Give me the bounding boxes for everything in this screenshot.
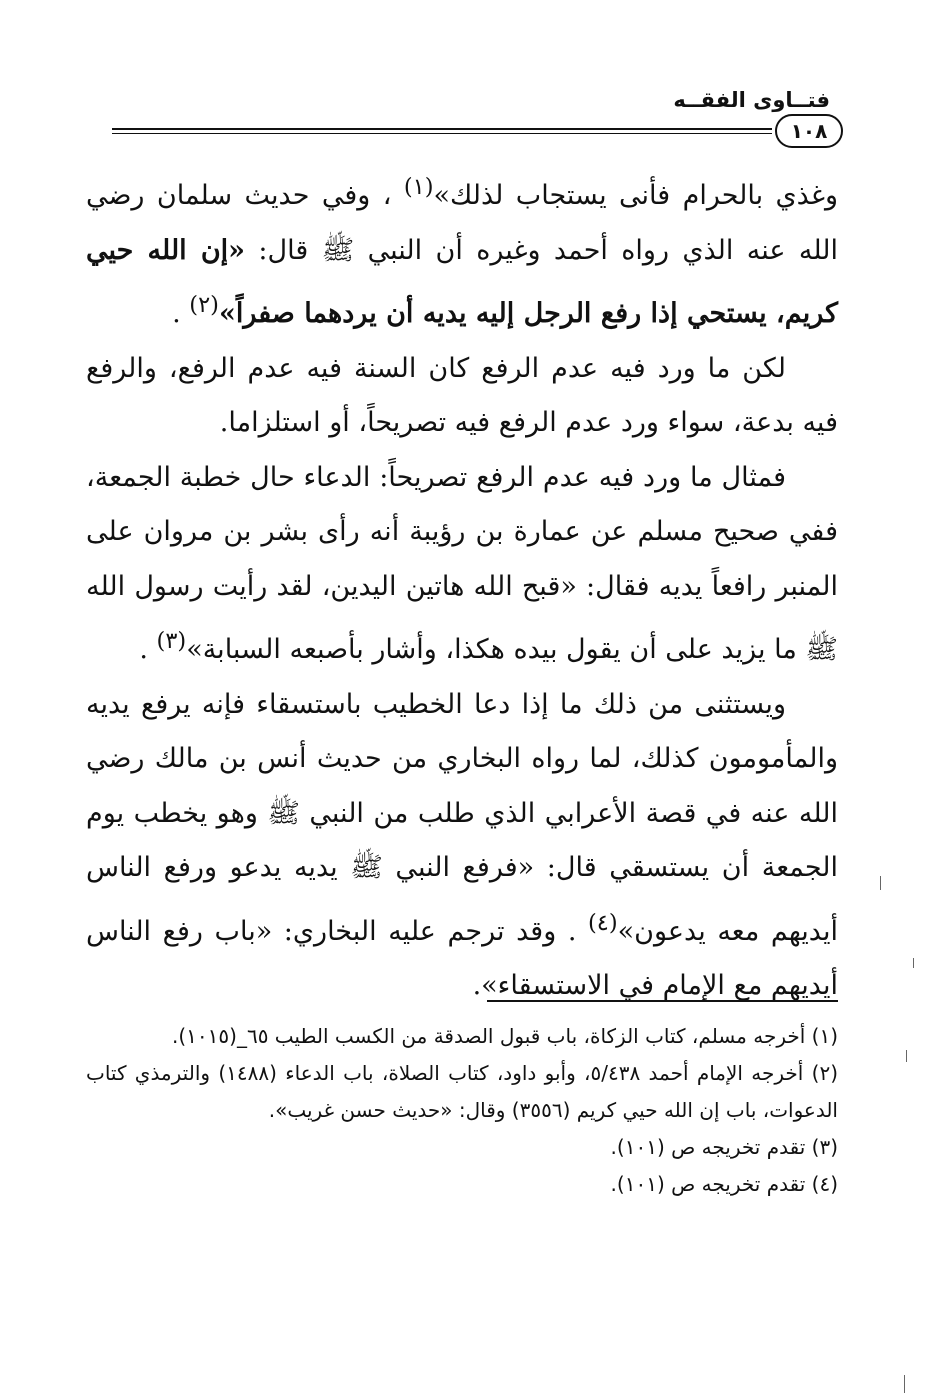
header-rule [112,128,772,130]
scan-mark [913,958,914,968]
footnotes [86,1018,838,1203]
footnote-4: (٤) تقدم تخريجه ص (١٠١). [610,1172,838,1196]
paragraph-2: لكن ما ورد فيه عدم الرفع كان السنة فيه عدم الرفع، والرفع فيه بدعة، سواء ورد عدم الرفع فيه تصريحاً، أو استلزاما. [86,352,838,438]
footnote-separator [487,1000,838,1002]
p4-text-b: . وقد ترجم عليه البخاري: «باب رفع الناس أيديهم مع الإمام في الاستسقاء». [86,915,838,1001]
p3-text: فمثال ما ورد فيه عدم الرفع تصريحاً: الدعاء حال خطبة الجمعة، ففي صحيح مسلم عن عمارة بن رؤيبة أنه رأى بشر بن مروان على المنبر رافعاً يديه فقال: «قبح الله هاتين اليدين، لقد رأيت رسول الله ﷺ ما يزيد على أن يقول بيده هكذا، وأشار بأصبعه السبابة» [86,461,838,665]
header-rule-thin [112,133,772,134]
footnote-1: (١) أخرجه مسلم، كتاب الزكاة، باب قبول الصدقة من الكسب الطيب ٦٥_(١٠١٥). [172,1024,838,1048]
page-number: ١٠٨ [775,114,843,148]
scan-mark [904,1375,905,1393]
p1-text-b: ، وفي حديث سلمان رضي الله عنه الذي رواه أحمد وغيره أن النبي ﷺ قال: [86,180,838,266]
paragraph-1 [86,160,838,342]
footnote-ref-2: (٢) [189,292,219,318]
p1-hadith-quote: «إن الله حيي كريم، يستحي إذا رفع الرجل إليه يديه أن يردهما صفراً» [86,234,838,329]
scan-mark [906,1050,907,1062]
footnote-ref-4: (٤) [587,909,618,936]
main-text [86,160,838,1014]
p4-text-a: ويستثنى من ذلك ما إذا دعا الخطيب باستسقاء فإنه يرفع يديه والمأمومون كذلك، لما رواه البخاري من حديث أنس بن مالك رضي الله عنه في قصة الأعرابي الذي طلب من النبي ﷺ وهو يخطب يوم الجمعة أن يستسقي قال: «فرفع النبي ﷺ يديه يدعو ورفع الناس أيديهم معه يدعون» [86,688,838,947]
footnote-2: (٢) أخرجه الإمام أحمد ٥/٤٣٨، وأبو داود، كتاب الصلاة، باب الدعاء (١٤٨٨) والترمذي كتاب الدعوات، باب إن الله حيي كريم (٣٥٥٦) وقال: «حديث حسن غريب». [86,1061,838,1122]
p3-end: . [139,634,157,665]
footnote-ref-1: (١) [403,174,434,200]
running-title: فتــاوى الفقــه [673,88,830,112]
footnote-ref-3: (٣) [156,628,187,654]
p1-text-a: وغذي بالحرام فأنى يستجاب لذلك» [433,180,838,211]
paragraph-4 [86,678,838,1014]
footnote-3: (٣) تقدم تخريجه ص (١٠١). [610,1135,838,1159]
paragraph-3 [86,451,838,678]
scan-mark [880,876,881,890]
p1-end: . [172,298,190,329]
